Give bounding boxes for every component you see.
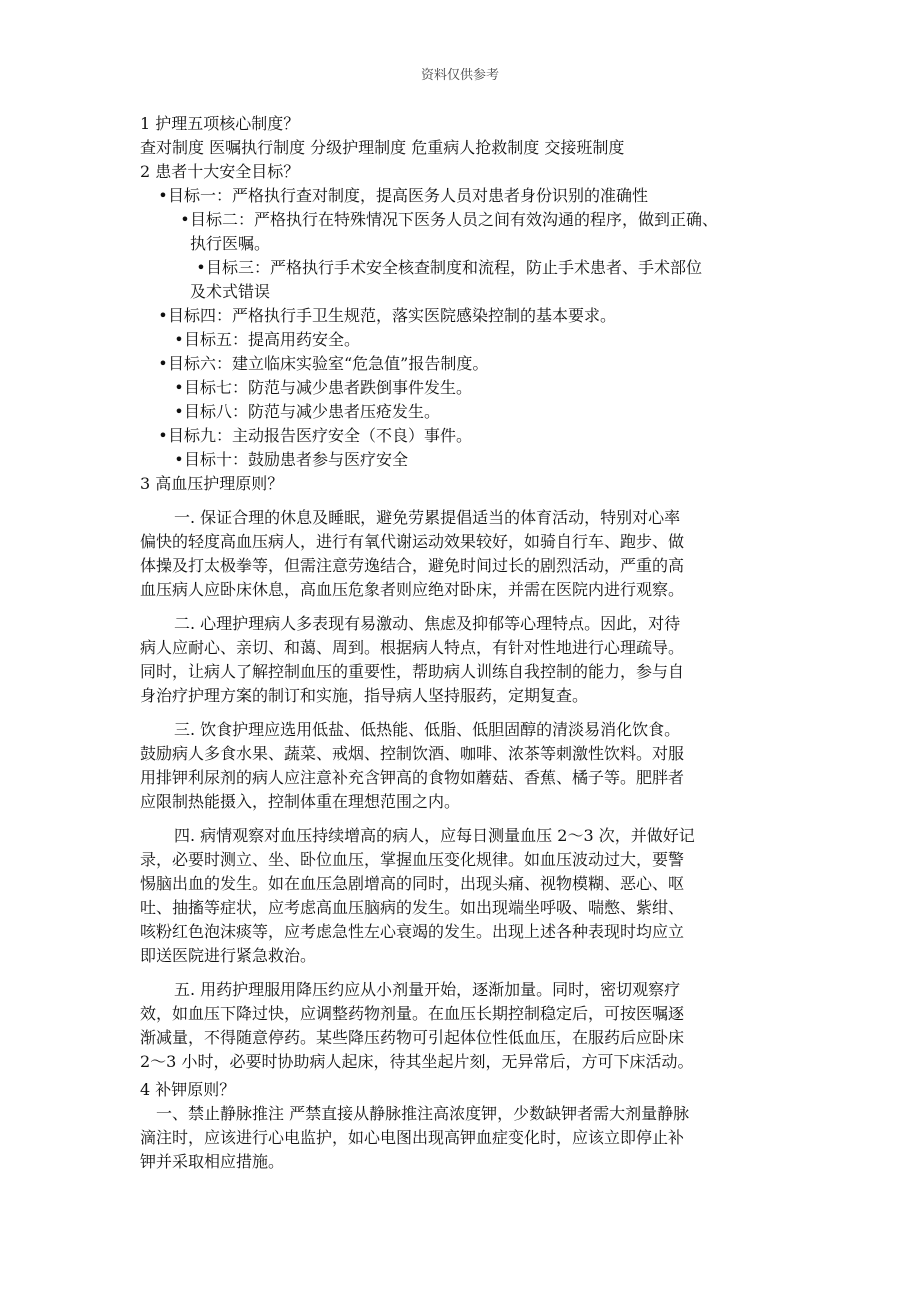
goal-item: •目标一：严格执行查对制度，提高医务人员对患者身份识别的准确性 [140, 184, 782, 208]
goal-item: •目标五：提高用药安全。 [140, 328, 782, 352]
bullet-icon: • [180, 210, 190, 229]
page-header: 资料仅供参考 [420, 68, 499, 83]
goal-item: •目标二：严格执行在特殊情况下医务人员之间有效沟通的程序，做到正确、 执行医嘱。 [180, 210, 719, 253]
bullet-icon: • [196, 258, 206, 277]
bullet-icon: • [174, 450, 184, 469]
bullet-icon: • [158, 306, 168, 325]
goal-item: •目标六：建立临床实验室“危急值”报告制度。 [140, 352, 782, 376]
bullet-icon: • [158, 186, 168, 205]
goal-item: •目标九：主动报告医疗安全（不良）事件。 [140, 424, 782, 448]
paragraph: 四. 病情观察对血压持续增高的病人，应每日测量血压 2～3 次，并做好记 录，必要时测立、坐、卧位血压，掌握血压变化规律。如血压波动过大，要警 惕脑出血的发生。如在血压急剧增高的同时，出现头痛、视物模糊、恶心、呕 吐、抽搐等症状，应考虑高血压脑病的发生。如出现端坐呼吸、喘憋、紫绀、 咳粉红色泡沫痰等，应考虑急性左心衰竭的发生。出现上述各种表现时均应立 即送医院进行紧急救治。 [140, 826, 695, 965]
goal-list [140, 184, 782, 472]
q1-answer: 查对制度 医嘱执行制度 分级护理制度 危重病人抢救制度 交接班制度 [140, 138, 625, 157]
goal-item: •目标三：严格执行手术安全核查制度和流程，防止手术患者、手术部位 及术式错误 [190, 258, 703, 301]
q2-title: 2 患者十大安全目标？ [140, 162, 300, 181]
bullet-icon: • [158, 426, 168, 445]
goal-item: •目标八：防范与减少患者压疮发生。 [140, 400, 782, 424]
q3-title: 3 高血压护理原则？ [140, 474, 284, 493]
q1-title: 1 护理五项核心制度？ [140, 114, 300, 133]
bullet-icon: • [174, 402, 184, 421]
document-body [140, 112, 782, 1174]
paragraph: 一. 保证合理的休息及睡眠，避免劳累提倡适当的体育活动，特别对心率 偏快的轻度高血压病人，进行有氧代谢运动效果较好，如骑自行车、跑步、做 体操及打太极拳等，但需注意劳逸结合，避免时间过长的剧烈活动，严重的高 血压病人应卧床休息，高血压危象者则应绝对卧床，并需在医院内进行观察。 [140, 508, 685, 599]
paragraph: 一、禁止静脉推注 严禁直接从静脉推注高浓度钾，少数缺钾者需大剂量静脉 滴注时，应该进行心电监护，如心电图出现高钾血症变化时，应该立即停止补 钾并采取相应措施。 [140, 1104, 690, 1171]
q4-title: 4 补钾原则？ [140, 1080, 236, 1099]
paragraph: 二. 心理护理病人多表现有易激动、焦虑及抑郁等心理特点。因此，对待 病人应耐心、亲切、和蔼、周到。根据病人特点，有针对性地进行心理疏导。 同时，让病人了解控制血压的重要性，帮助病人训练自我控制的能力，参与自 身治疗护理方案的制订和实施，指导病人坚持服药，定期复查。 [140, 614, 685, 705]
paragraph: 五. 用药护理服用降压约应从小剂量开始，逐渐加量。同时，密切观察疗 效，如血压下降过快，应调整药物剂量。在血压长期控制稳定后，可按医嘱逐 渐减量，不得随意停药。某些降压药物可引起体位性低血压，在服药后应卧床 2～3 小时，必要时协助病人起床，待其坐起片刻，无异常后，方可下床活动。 [140, 980, 694, 1071]
bullet-icon: • [158, 354, 168, 373]
goal-item: •目标十：鼓励患者参与医疗安全 [140, 448, 782, 472]
bullet-icon: • [174, 330, 184, 349]
paragraph: 三. 饮食护理应选用低盐、低热能、低脂、低胆固醇的清淡易消化饮食。 鼓励病人多食水果、蔬菜、戒烟、控制饮酒、咖啡、浓茶等刺激性饮料。对服 用排钾利尿剂的病人应注意补充含钾高的食物如蘑菇、香蕉、橘子等。肥胖者 应限制热能摄入，控制体重在理想范围之内。 [140, 720, 685, 811]
goal-item: •目标七：防范与减少患者跌倒事件发生。 [140, 376, 782, 400]
goal-item: •目标四：严格执行手卫生规范，落实医院感染控制的基本要求。 [140, 304, 782, 328]
bullet-icon: • [174, 378, 184, 397]
